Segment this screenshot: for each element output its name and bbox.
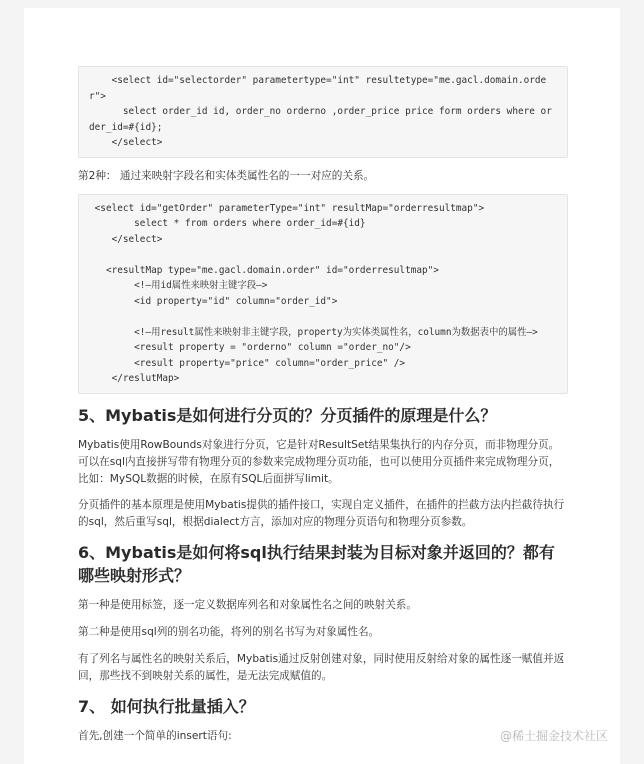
paragraph-mapping-alias: 第二种是使用sql列的别名功能，将列的别名书写为对象属性名。 <box>78 625 380 638</box>
code-line: </select> <box>89 137 163 148</box>
code-line: <result property = "orderno" column ="order_no"/> <box>89 342 411 353</box>
code-block-resultmap <box>78 194 568 394</box>
document-page <box>24 8 620 764</box>
paragraph-reflection: 有了列名与属性名的映射关系后，Mybatis通过反射创建对象，同时使用反射给对象的属性逐一赋值并返回，那些找不到映射关系的属性，是无法完成赋值的。 <box>78 652 565 682</box>
code-line: <select id="selectorder" parametertype="int" resultetype="me.gacl.domain.order"> <box>89 75 547 102</box>
heading-question-6: 6、Mybatis是如何将sql执行结果封装为目标对象并返回的？都有哪些映射形式？ <box>78 542 555 585</box>
code-line: <!–用id属性来映射主键字段–> <box>89 280 268 291</box>
paragraph-method-2: 第2种： 通过来映射字段名和实体类属性名的一一对应的关系。 <box>78 169 375 182</box>
code-line: select * from orders where order_id=#{id} <box>89 218 366 229</box>
site-watermark: @稀土掘金技术社区 <box>500 729 609 743</box>
code-line: <result property="price" column="order_price" /> <box>89 357 406 369</box>
heading-question-5: 5、Mybatis是如何进行分页的？分页插件的原理是什么？ <box>78 405 497 425</box>
paragraph-mapping-tag: 第一种是使用标签，逐一定义数据库列名和对象属性名之间的映射关系。 <box>78 598 417 611</box>
paragraph-rowbounds: Mybatis使用RowBounds对象进行分页，它是针对ResultSet结果集执行的内存分页，而非物理分页。可以在sql内直接拼写带有物理分页的参数来完成物理分页功能，也可以使用分页插件来完成物理分页，比如：MySQL数据的时候，在原有SQL后面拼写limit。 <box>78 438 560 485</box>
heading-question-7: 7、 如何执行批量插入？ <box>78 696 255 716</box>
code-line: </reslutMap> <box>89 373 180 384</box>
paragraph-pagination-plugin: 分页插件的基本原理是使用Mybatis提供的插件接口，实现自定义插件，在插件的拦截方法内拦截待执行的sql，然后重写sql，根据dialect方言，添加对应的物理分页语句和物理分页参数。 <box>78 498 565 528</box>
paragraph-insert-intro: 首先,创建一个简单的insert语句: <box>78 729 232 742</box>
code-line: <select id="getOrder" parameterType="int" resultMap="orderresultmap"> <box>89 202 485 214</box>
code-line: select order_id id, order_no orderno ,order_price price form orders where order_id=#{id}; <box>89 106 552 133</box>
article-content <box>78 66 568 745</box>
code-line: <resultMap type="me.gacl.domain.order" id="orderresultmap"> <box>89 264 439 276</box>
code-line: <id property="id" column="order_id"> <box>89 295 338 307</box>
code-line: <!–用result属性来映射非主键字段，property为实体类属性名，column为数据表中的属性–> <box>89 326 538 338</box>
code-line: </select> <box>89 233 163 245</box>
code-block-select-alias <box>78 66 568 158</box>
code-line <box>89 247 557 263</box>
code-line <box>89 309 557 325</box>
